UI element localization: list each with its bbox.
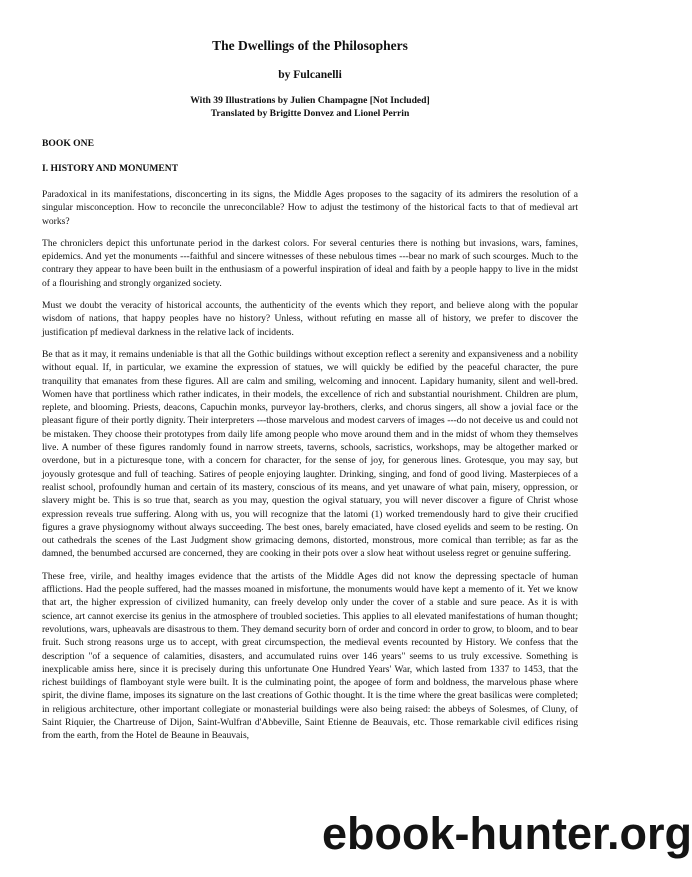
paragraph: Paradoxical in its manifestations, disconcerting in its signs, the Middle Ages proposes to the sagacity of its admirers the resolution of a singular misconception. How to reconcile the unreconcilable? How to adjust the testimony of the historical facts to that of medieval art works? <box>42 189 578 227</box>
translation-credit: Translated by Brigitte Donvez and Lionel Perrin <box>210 108 410 119</box>
chapter-heading: I. HISTORY AND MONUMENT <box>42 163 179 174</box>
illustrations-credit: With 39 Illustrations by Julien Champagne [Not Included] <box>190 95 430 106</box>
paragraph: Be that as it may, it remains undeniable is that all the Gothic buildings without exception reflect a serenity and expansiveness and a nobility without equal. If, in particular, we examine the expression of statues, we will quickly be edified by the peaceful character, the pure tranquility that emanates from these figures. All are calm and smiling, welcoming and innocent. Lapidary humanity, silent and well-bred. Women have that portliness which rather indicates, in their models, the excellence of rich and substantial nourishment. Children are plum, replete, and blooming. Priests, deacons, Capuchin monks, purveyor lay-brothers, clerks, and chorus singers, all show a jovial face or the pleasant figure of their portly dignity. Their interpreters ---those marvelous and modest carvers of images ---do not deceive us and could not be mistaken. They choose their prototypes from daily life among people who move around them and in the midst of whom they themselves live. A number of these figures randomly found in narrow streets, taverns, schools, sacristics, workshops, may be altogether marked or overdone, but in a picturesque tone, with a concern for character, for the sense of joy, for generous lines. Grotesque, you may say, but joyously grotesque and full of teaching. Satires of people enjoying laughter. Drinking, singing, and fond of good living. Masterpieces of a realist school, profoundly human and certain of its mastery, conscious of its means, and yet unaware of what pain, misery, oppression, or slavery might be. This is so true that, search as you may, question the ogival statuary, you will never discover a figure of Christ whose expression reveals true suffering. Along with us, you will recognize that the latomi (1) worked tremendously hard to give their crucified figures a grave physiognomy without always succeeding. The best ones, barely emaciated, have closed eyelids and seem to be resting. On out cathedrals the scenes of the Last Judgment show grimacing demons, distorted, monstrous, more comical than terrible; as far as the damned, the benumbed accursed are concerned, they are cooking in their pots over a slow heat without useless regret or genuine suffering. <box>42 348 578 560</box>
paragraph: These free, virile, and healthy images evidence that the artists of the Middle Ages did not know the depressing spectacle of human afflictions. Had the people suffered, had the masses moaned in misfortune, the monuments would have kept a memento of it. Yet we know that art, the higher expression of civilized humanity, can freely develop only under the cover of a stable and sure peace. As it is with science, art cannot exercise its genius in the atmosphere of troubled societies. This applies to all elevated manifestations of human thought; revolutions, wars, upheavals are disastrous to them. They demand security born of order and concord in order to grow, to bloom, and to bear fruit. Such strong reasons urge us to accept, with great circumspection, the medieval events recounted by History. We confess that the description "of a sequence of calamities, disasters, and accumulated ruins over 146 years" seems to us truly excessive. Something is inexplicable amiss here, since it is precisely during this unfortunate One Hundred Years' War, which lasted from 1337 to 1453, that the richest buildings of flamboyant style were built. It is the culminating point, the apogee of form and boldness, the marvelous phase where spirit, the divine flame, imposes its signature on the last creations of Gothic thought. It is the time where the great basilicas were completed; in religious architecture, other important collegiate or monasterial buildings were also being raised: the abbeys of Solesmes, of Cluny, of Saint Riquier, the Chartreuse of Dijon, Saint-Wulfran d'Abbeville, Saint Etienne de Beauvais, etc. Those remarkable civil edifices rising from the earth, from the Hotel de Beaune in Beauvais, <box>42 570 578 742</box>
paragraph: Must we doubt the veracity of historical accounts, the authenticity of the events which they report, and believe along with the popular wisdom of nations, that happy peoples have no history? Unless, without refuting en masse all of history, we prefer to discover the justification pf medieval darkness in the relative lack of incidents. <box>42 300 578 338</box>
paragraph: The chroniclers depict this unfortunate period in the darkest colors. For several centuries there is nothing but invasions, wars, famines, epidemics. And yet the monuments ---faithful and sincere witnesses of these nebulous times ---bear no mark of such scourges. Much to the contrary they appear to have been built in the enthusiasm of a powerful inspiration of ideal and faith by a people happy to live in the midst of a flourishing and strongly organized society. <box>42 237 578 289</box>
book-heading: BOOK ONE <box>42 138 94 149</box>
document-author: by Fulcanelli <box>278 69 342 81</box>
site-watermark: ebook-hunter.org <box>322 808 692 859</box>
credits-block <box>42 94 578 120</box>
document-title: The Dwellings of the Philosophers <box>212 38 408 53</box>
document-page <box>42 38 578 752</box>
